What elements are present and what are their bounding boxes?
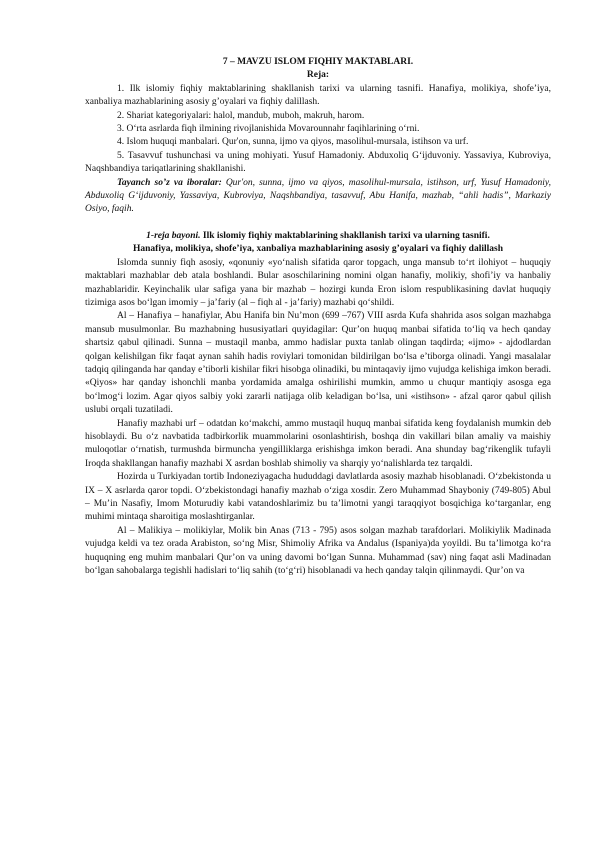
section-title-text: Ilk islomiy fiqhiy maktablarining shakllanish tarixi va ularning tasnifi. bbox=[200, 230, 490, 241]
plan-item bbox=[85, 110, 551, 123]
document-page bbox=[85, 56, 551, 578]
body-paragraph: Hozirda u Turkiyadan tortib Indoneziyagacha hududdagi davlatlarda asosiy mazhab hisoblanadi. O‘zbekistonda u IX – X asrlarda qaror topdi. O‘zbekistondagi hanafiy mazhab o‘ziga xosdir. Zero Muhammad Shayboniy (749-805) Abul – Mu’in Nasafiy, Imom Moturudiy kabi vatandoshlarimiz bu ta’limotni yangi taraqqiyot bosqichiga ko‘targanlar, eng muhimi mintaqa sharoitiga moslashtirganlar. bbox=[85, 472, 551, 523]
plan-item bbox=[85, 136, 551, 149]
plan-item-text: Tasavvuf tushunchasi va uning mohiyati. Yusuf Hamadoniy. Abduxoliq G‘ijduvoniy. Yassaviya, Kubroviya, Naqshbandiya tariqatlarining shakllanishi. bbox=[85, 150, 551, 175]
plan-item-text: Shariat kategoriyalari: halol, mandub, muboh, makruh, harom. bbox=[126, 110, 365, 121]
keywords-text: Qur'on, sunna, ijmo va qiyos, masolihul-mursala, istihson, urf, Yusuf Hamadoniy, Abduxoliq G‘ijduvoniy, Yassaviya, Kubroviya, Naqshbandiya, tasavvuf, Abu Hanifa, mazhab, “ahli hadis”, Markaziy Osiyo, faqih. bbox=[85, 177, 551, 215]
plan-item-number: 1. bbox=[117, 83, 125, 94]
keywords-paragraph bbox=[85, 177, 551, 217]
plan-item-number: 4. bbox=[117, 137, 125, 148]
body-paragraph: Hanafiy mazhabi urf – odatdan ko‘makchi, ammo mustaqil huquq manbai sifatida keng foydalanish mumkin deb hisoblaydi. Bu o‘z navbatida tadbirkorlik muammolarini osonlashtirish, boshqa din vakillari bilan amaliy va maishiy muloqotlar o‘rnatish, turmushda birmuncha yengilliklarga erishishga imkon beradi. Ana shunday bag‘rikenglik tufayli Iroqda shakllangan hanafiy mazhabi X asrdan boshlab shimoliy va sharqiy yo‘nalishlarda tez tarqaldi. bbox=[85, 418, 551, 469]
plan-heading: Reja: bbox=[306, 70, 330, 81]
plan-item-number: 5. bbox=[117, 150, 125, 161]
section-heading bbox=[85, 230, 551, 257]
plan-item-text: Islom huquqi manbalari. Qur'on, sunna, ijmo va qiyos, masolihul-mursala, istihson va urf. bbox=[126, 137, 469, 148]
body-paragraph: Islomda sunniy fiqh asosiy, «qonuniy «yo‘nalish sifatida qaror topgach, unga mansub to‘rt ilohiyot – huquqiy maktablari mazhablar deb atala boshlandi. Bular asoschilarining nomini olgan hanafiy, molikiy, shofi’iy va hanbaliy mazhablaridir. Keyinchalik ular safiga yana bir mazhab – hozirgi kunda Eron islom respublikasining davlat huquqiy tizimiga asos bo‘lgan imomiy – ja’fariy (al – fiqh al - ja’fariy) mazhabi qo‘shildi. bbox=[85, 257, 551, 308]
plan-item-number: 3. bbox=[117, 124, 125, 135]
keywords-label: Tayanch so’z va iboralar: bbox=[117, 177, 222, 188]
plan-item bbox=[85, 123, 551, 136]
plan-item bbox=[85, 83, 551, 110]
page-title: 7 – MAVZU ISLOM FIQHIY MAKTABLARI. bbox=[222, 57, 414, 67]
plan-item-text: O‘rta asrlarda fiqh ilmining rivojlanishida Movarounnahr faqihlarining o‘rni. bbox=[126, 124, 420, 135]
body-paragraph: Al – Hanafiya – hanafiylar, Abu Hanifa bin Nu’mon (699 –767) VIII asrda Kufa shahrida asos solgan mazhabga mansub musulmonlar. Bu mazhabning hususiyatlari quyidagilar: Qur’on huquq manbai sifatida to‘liq va hech qanday shartsiz qabul qilinadi. Sunna – mustaqil manba, ammo hadislar puxta tanlab olingan taqdirda; «ijmo» - ajdodlardan qolgan kelishilgan fikr faqat aynan sahih hadis roviylari tomonidan bildirilgan bo‘lsa e’tiborga olinadi. Yangi masalalar tadqiq qilinganda har qanday e’tiborli kishilar fikri hisobga olinadiki, bu mintaqaviy ijmo vujudga kelishiga imkon beradi. «Qiyos» har qanday ishonchli manba yordamida amalga oshirilishi mumkin, ammo u chuqur mantiqiy asosga ega bo‘lmog‘i lozim. Agar qiyos salbiy yoki zararli natijaga olib keladigan bo‘lsa, uni «istihson» - afzal qaror qabul qilish uslubi orqali tuzatiladi. bbox=[85, 311, 551, 416]
plan-item-text: Ilk islomiy fiqhiy maktablarining shakllanish tarixi va ularning tasnifi. Hanafiya, molikiya, shofe’iya, xanbaliya mazhablarining asosiy g’oyalari va fiqhiy dalillash. bbox=[85, 83, 552, 108]
section-label: 1-reja bayoni. bbox=[146, 230, 201, 241]
plan-list bbox=[85, 83, 551, 177]
plan-item bbox=[85, 150, 551, 177]
body-paragraph: Al – Malikiya – molikiylar, Molik bin Anas (713 - 795) asos solgan mazhab tarafdorlari. Molikiylik Madinada vujudga keldi va tez orada Arabiston, so‘ng Misr, Shimoliy Afrika va Andalus (Ispaniya)da yoyildi. Bu ta’limotga ko‘ra huquqning eng muhim manbalari Qur’on va uning davomi bo‘lgan Sunna. Muhammad (sav) ning faqat asli Madinadan bo‘lgan sahobalarga tegishli hadislari to‘liq sahih (to‘g‘ri) hisoblanadi va hech qanday talqin qilinmaydi. Qur’on va bbox=[85, 525, 551, 577]
section-title-line2: Hanafiya, molikiya, shofe’iya, xanbaliya mazhablarining asosiy g’oyalari va fiqhiy dalillash bbox=[132, 244, 504, 255]
plan-item-number: 2. bbox=[117, 110, 125, 121]
